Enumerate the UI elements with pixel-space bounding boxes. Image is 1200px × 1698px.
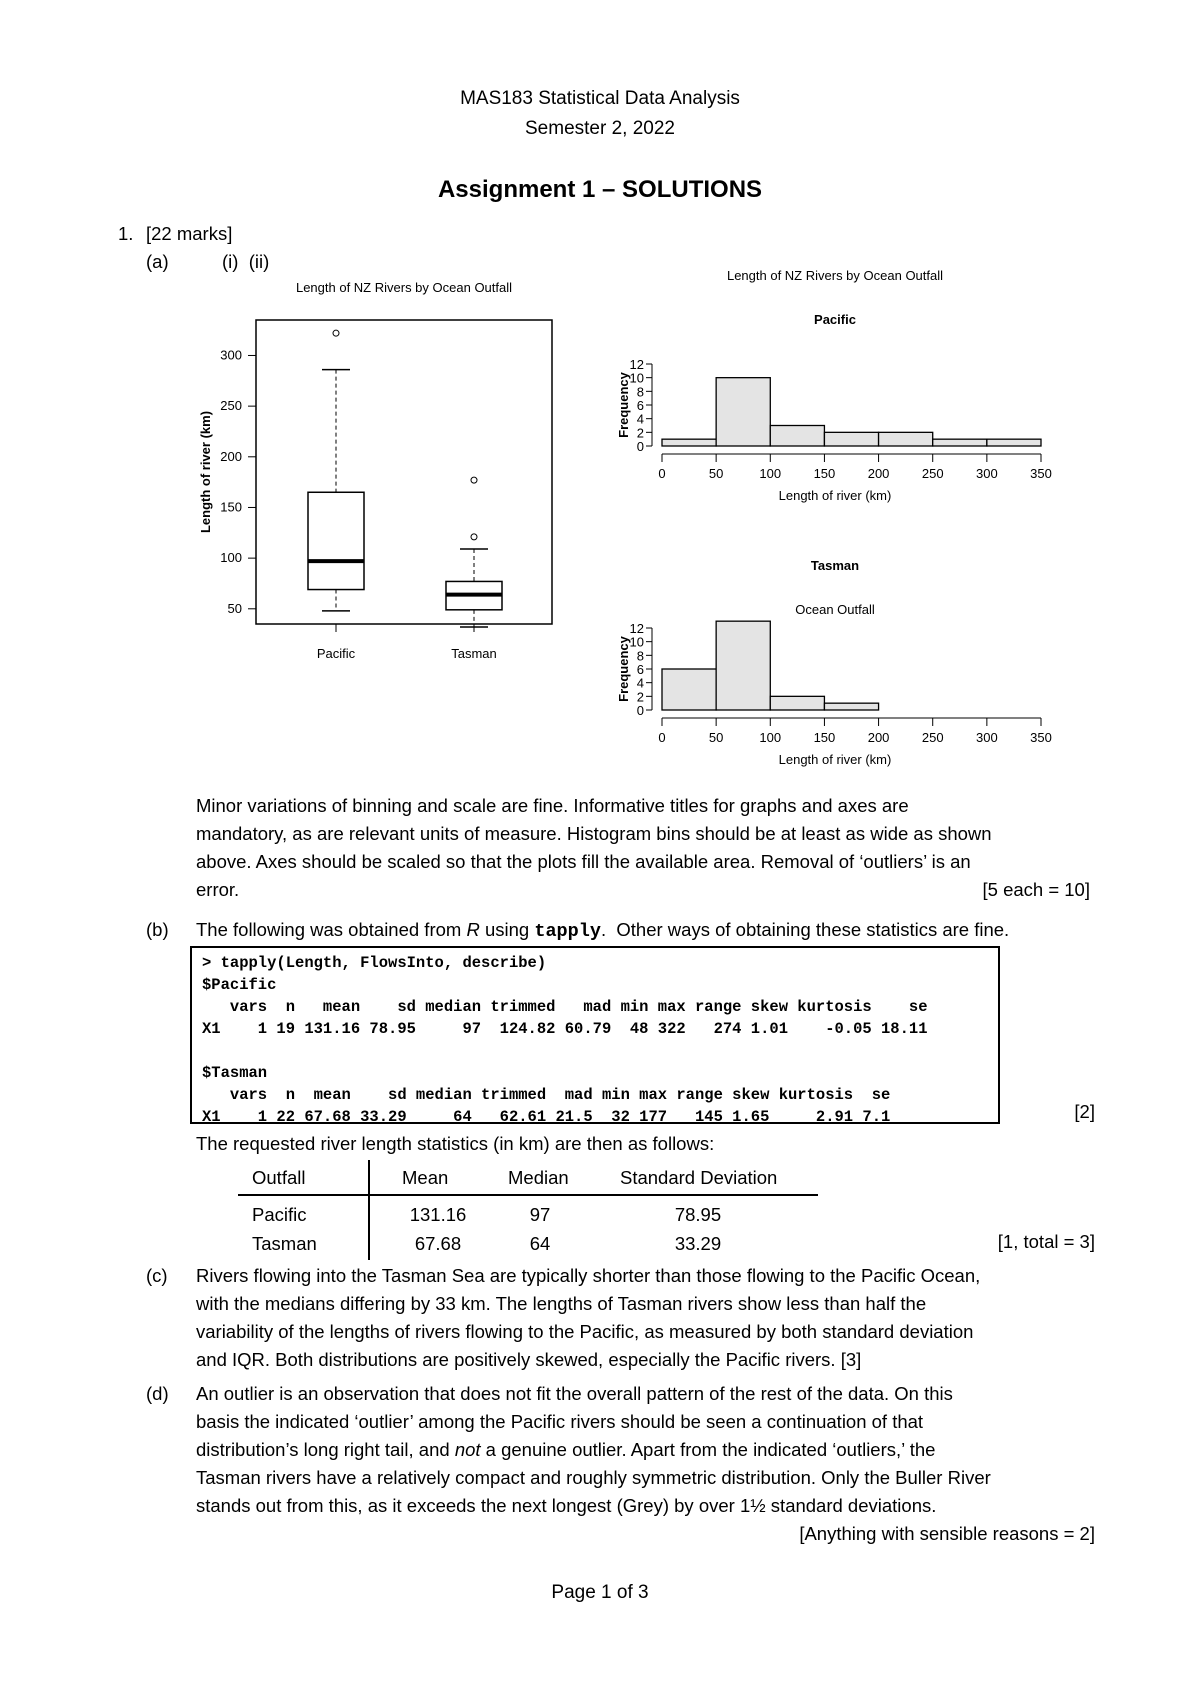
- table-cell: 131.16: [409, 1204, 467, 1225]
- x-tick-label: 100: [759, 466, 782, 481]
- x-tick-label: 150: [813, 730, 836, 745]
- histogram-bar: [770, 426, 824, 447]
- histogram-bar: [716, 378, 770, 446]
- y-tick-label: 50: [227, 600, 242, 616]
- x-tick-label: 350: [1030, 466, 1052, 481]
- r-output-box: [190, 946, 1000, 1124]
- histogram-bar: [716, 621, 770, 710]
- histogram-bar: [662, 669, 716, 710]
- answer-line: An outlier is an observation that does not fit the overall pattern of the rest of the data. On this: [196, 1383, 953, 1404]
- code-line: $Pacific: [202, 976, 277, 994]
- histogram-bar: [824, 432, 878, 446]
- chart-subtitle: Pacific: [814, 312, 856, 327]
- y-tick-label: 4: [636, 411, 644, 427]
- y-tick-label: 8: [636, 648, 644, 664]
- answer-line: Tasman rivers have a relatively compact and roughly symmetric distribution. Only the Buller River: [196, 1467, 991, 1488]
- answer-line: variability of the lengths of rivers flowing to the Pacific, as measured by both standard deviation: [196, 1321, 974, 1342]
- semester-label: Semester 2, 2022: [525, 118, 675, 139]
- answer-line: distribution’s long right tail, and not a genuine outlier. Apart from the indicated ‘outliers,’ the: [196, 1439, 936, 1460]
- y-tick-label: 100: [220, 550, 242, 566]
- x-tick-label: 0: [658, 466, 666, 481]
- emphasis-not: not: [454, 1439, 481, 1460]
- table-cell: 64: [529, 1233, 551, 1254]
- boxplot-chart: [198, 280, 552, 661]
- histogram-bar: [770, 696, 824, 710]
- x-tick-label: Tasman: [451, 646, 497, 661]
- histogram-bar: [824, 703, 878, 710]
- plot-frame: [256, 320, 552, 624]
- part-b-intro: The following was obtained from R using tapply. Other ways of obtaining these statistics are fine.: [196, 919, 1010, 942]
- y-tick-label: 150: [220, 499, 242, 515]
- y-tick-label: 8: [636, 384, 644, 400]
- code-line: X1 1 19 131.16 78.95 97 124.82 60.79 48 322 274 1.01 -0.05 18.11: [202, 1020, 928, 1038]
- table-header-outfall: Outfall: [252, 1167, 306, 1188]
- code-line: X1 1 22 67.68 33.29 64 62.61 21.5 32 177 145 1.65 2.91 7.1: [202, 1108, 891, 1126]
- page-title: Assignment 1 – SOLUTIONS: [437, 176, 763, 203]
- y-tick-label: 12: [629, 357, 644, 372]
- part-a-marks: [5 each = 10]: [982, 879, 1090, 900]
- course-title: MAS183 Statistical Data Analysis: [460, 88, 740, 109]
- outlier-point: [471, 477, 477, 483]
- answer-line: with the medians differing by 33 km. The lengths of Tasman rivers show less than half the: [196, 1293, 927, 1314]
- table-marks: [1, total = 3]: [997, 1231, 1095, 1252]
- r-software-name: R: [466, 919, 480, 940]
- note-line: above. Axes should be scaled so that the plots fill the available area. Removal of ‘outliers’ is an: [196, 851, 971, 872]
- histogram-pacific: [616, 270, 1052, 503]
- y-axis-label: Length of river (km): [198, 410, 213, 534]
- x-tick-label: 300: [976, 466, 998, 481]
- y-tick-label: 10: [629, 370, 644, 386]
- y-tick-label: 6: [636, 662, 644, 677]
- histogram-bar: [987, 439, 1041, 446]
- answer-line: basis the indicated ‘outlier’ among the Pacific rivers should be seen a continuation of that: [196, 1411, 924, 1432]
- y-tick-label: 12: [629, 621, 644, 636]
- y-tick-label: 200: [220, 448, 242, 464]
- x-tick-label: 250: [921, 466, 944, 481]
- x-tick-label: 300: [976, 730, 998, 745]
- question-number: 1.: [118, 223, 134, 244]
- code-line: vars n mean sd median trimmed mad min max range skew kurtosis se: [202, 998, 928, 1016]
- code-marks: [2]: [1074, 1101, 1095, 1122]
- page-number: Page 1 of 3: [551, 1582, 649, 1603]
- code-line: [202, 1040, 988, 1062]
- y-tick-label: 4: [636, 675, 644, 691]
- table-cell: 78.95: [674, 1204, 722, 1225]
- code-line: vars n mean sd median trimmed mad min max range skew kurtosis se: [202, 1086, 891, 1104]
- table-cell: 33.29: [674, 1233, 722, 1254]
- chart-title: Length of NZ Rivers by Ocean Outfall: [726, 270, 944, 283]
- table-cell: 67.68: [414, 1233, 462, 1254]
- table-divider-horizontal: [238, 1194, 818, 1196]
- outlier-point: [333, 330, 339, 336]
- y-tick-label: 2: [636, 425, 644, 441]
- tapply-code: tapply: [534, 921, 601, 942]
- x-axis-label: Length of river (km): [778, 488, 892, 503]
- y-tick-label: 10: [629, 634, 644, 650]
- table-header-median: Median: [508, 1167, 569, 1188]
- x-tick-label: 50: [708, 730, 724, 745]
- code-line: > tapply(Length, FlowsInto, describe): [202, 954, 547, 972]
- chart-subtitle: Ocean Outfall: [795, 602, 875, 617]
- y-axis-label: Frequency: [616, 372, 631, 438]
- table-cell: Tasman: [252, 1233, 317, 1254]
- part-a-subparts: (i) (ii): [222, 251, 270, 272]
- table-cell: 97: [529, 1204, 551, 1225]
- answer-line: and IQR. Both distributions are positively skewed, especially the Pacific rivers. [3]: [196, 1349, 862, 1370]
- part-c-answer: [196, 1262, 1096, 1374]
- x-tick-label: 50: [708, 466, 724, 481]
- histogram-tasman: [616, 558, 1052, 767]
- answer-line: stands out from this, as it exceeds the next longest (Grey) by over 1½ standard deviations.: [196, 1495, 937, 1516]
- histogram-bar: [879, 432, 933, 446]
- table-divider-vertical: [368, 1160, 370, 1260]
- answer-line: Rivers flowing into the Tasman Sea are typically shorter than those flowing to the Pacific Ocean,: [196, 1265, 981, 1286]
- table-cell: Pacific: [252, 1204, 307, 1225]
- x-tick-label: 200: [867, 466, 890, 481]
- stats-table: [238, 1160, 818, 1260]
- question-marks: [22 marks]: [146, 223, 233, 244]
- chart-title: Length of NZ Rivers by Ocean Outfall: [295, 280, 513, 295]
- box-pacific: [308, 492, 364, 589]
- part-d-marks: [Anything with sensible reasons = 2]: [799, 1523, 1095, 1544]
- note-line: Minor variations of binning and scale are fine. Informative titles for graphs and axes are: [196, 795, 909, 816]
- x-tick-label: 100: [759, 730, 782, 745]
- part-a-label: (a): [146, 251, 169, 272]
- histogram-bar: [933, 439, 987, 446]
- chart-title: Tasman: [810, 558, 860, 573]
- figure-panel: [0, 270, 1200, 780]
- note-line: error.: [196, 879, 240, 900]
- table-header-mean: Mean: [402, 1167, 449, 1188]
- y-tick-label: 0: [636, 703, 644, 718]
- part-c-marks: [3]: [840, 1349, 862, 1370]
- y-tick-label: 0: [636, 439, 644, 454]
- part-d-answer: [196, 1380, 1096, 1520]
- part-d-label: (d): [146, 1383, 169, 1404]
- x-tick-label: 250: [921, 730, 944, 745]
- x-tick-label: Pacific: [316, 646, 356, 661]
- y-tick-label: 300: [220, 347, 242, 363]
- x-tick-label: 0: [658, 730, 666, 745]
- stats-intro: The requested river length statistics (in km) are then as follows:: [196, 1133, 715, 1154]
- y-tick-label: 250: [220, 398, 242, 414]
- note-line: mandatory, as are relevant units of measure. Histogram bins should be at least as wide as shown: [196, 823, 992, 844]
- code-line: $Tasman: [202, 1064, 268, 1082]
- x-tick-label: 200: [867, 730, 890, 745]
- part-c-label: (c): [146, 1265, 168, 1286]
- outlier-point: [471, 534, 477, 540]
- y-axis-label: Frequency: [616, 636, 631, 702]
- part-b-label: (b): [146, 919, 169, 940]
- x-axis-label: Length of river (km): [778, 752, 892, 767]
- histogram-bar: [662, 439, 716, 446]
- table-header-sd: Standard Deviation: [620, 1167, 778, 1188]
- y-tick-label: 2: [636, 689, 644, 705]
- y-tick-label: 6: [636, 398, 644, 413]
- x-tick-label: 150: [813, 466, 836, 481]
- x-tick-label: 350: [1030, 730, 1052, 745]
